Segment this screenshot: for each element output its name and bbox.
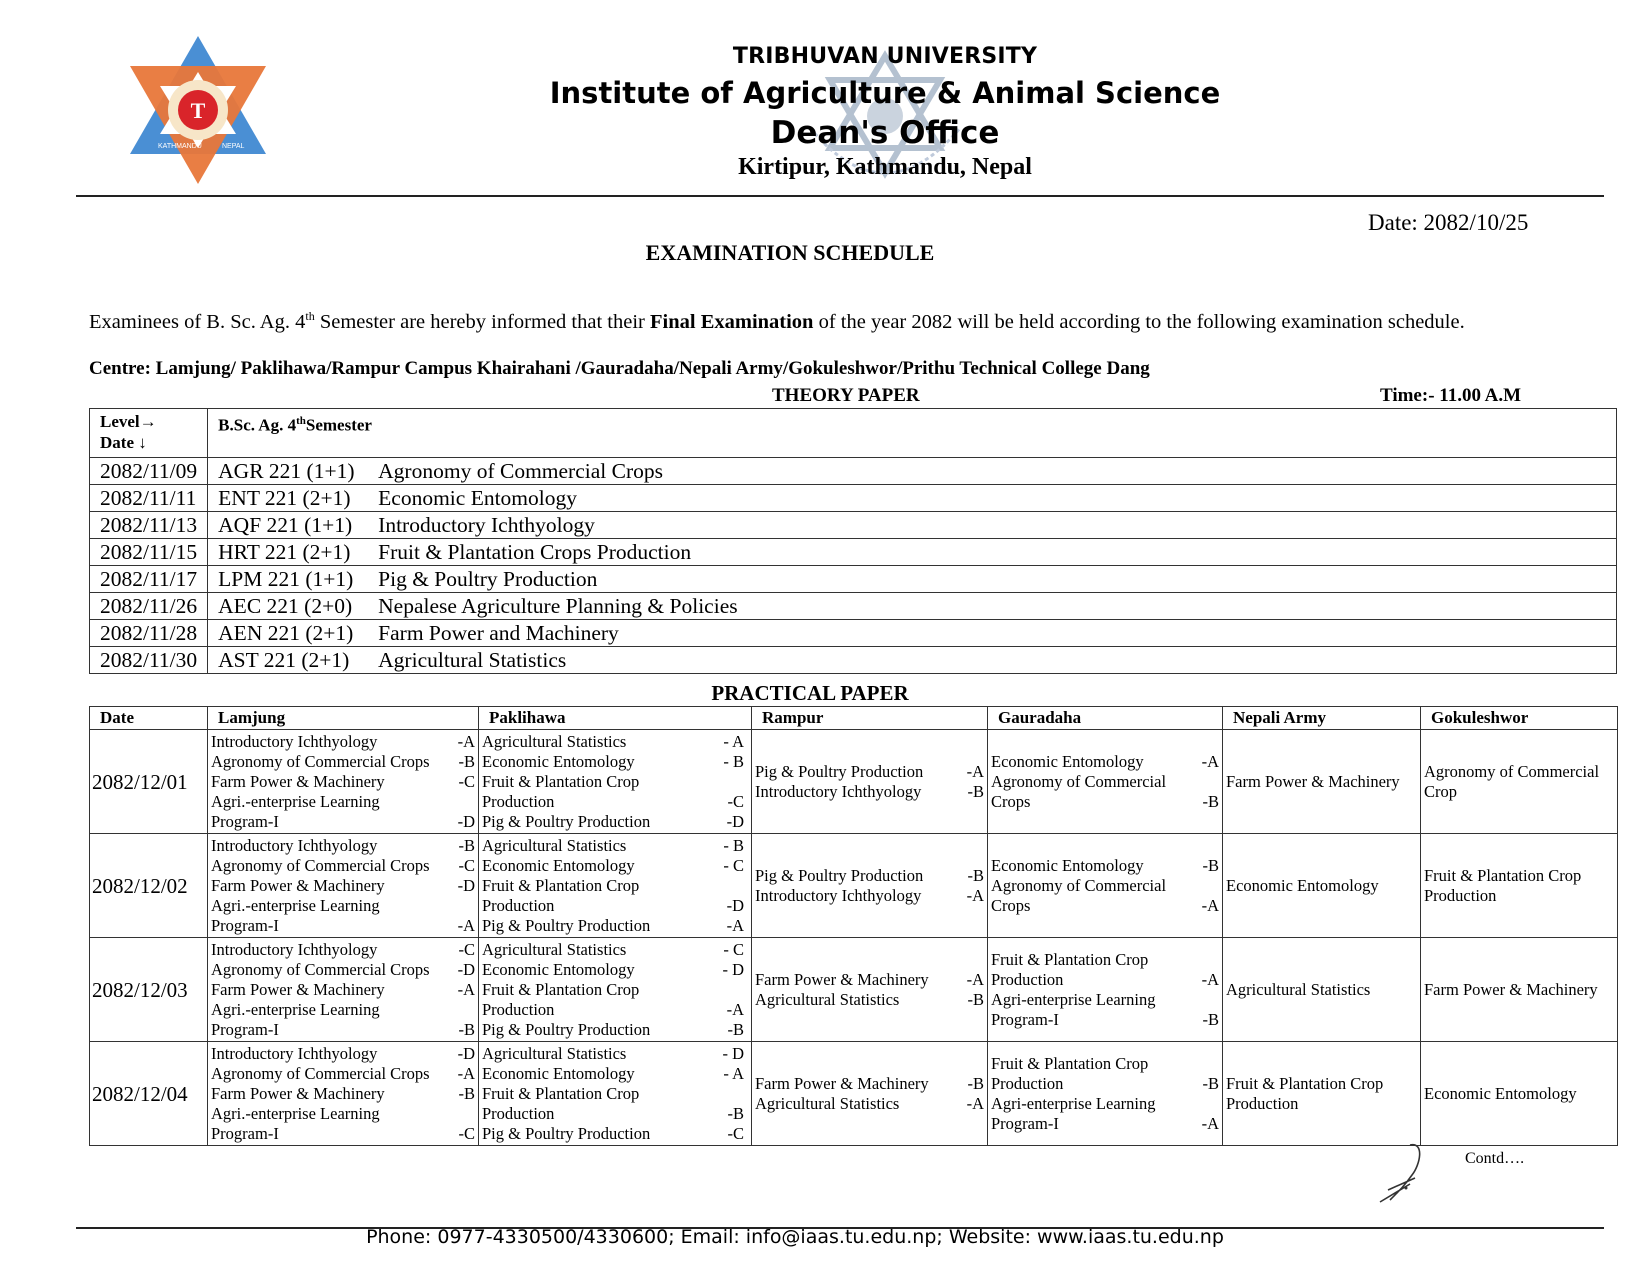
cell-lamjung: Introductory Ichthyology -D Agronomy of Commercial Crops -A Farm Power & Machinery -B Agri.-enterprise Learning Program-I -C bbox=[208, 1042, 479, 1146]
continued-note: Contd…. bbox=[1465, 1150, 1525, 1167]
group-label bbox=[1215, 876, 1219, 896]
column-header-paklihawa: Paklihawa bbox=[479, 707, 752, 730]
group-label: -A bbox=[1201, 751, 1219, 771]
intro-paragraph: Examinees of B. Sc. Ag. 4th Semester are hereby informed that their Final Examination of the year 2082 will be held according to the following examination schedule. bbox=[89, 309, 1465, 333]
group-label: -B bbox=[458, 835, 475, 855]
group-label: - A bbox=[723, 731, 744, 751]
group-label: -C bbox=[458, 855, 475, 875]
cell-gokuleshwor: Fruit & Plantation Crop Production bbox=[1421, 834, 1618, 938]
group-label bbox=[471, 1000, 475, 1020]
group-label: -A bbox=[726, 999, 744, 1019]
group-label: -D bbox=[457, 811, 475, 831]
group-label: - C bbox=[723, 939, 744, 959]
group-label: -B bbox=[967, 1073, 984, 1093]
group-label: - D bbox=[722, 959, 744, 979]
group-label: -A bbox=[966, 761, 984, 781]
cell-gauradaha: Economic Entomology -A Agronomy of Commercial Crops -B bbox=[988, 730, 1223, 834]
table-header-row bbox=[90, 707, 1618, 730]
svg-text:KATHMANDU: KATHMANDU bbox=[158, 143, 202, 150]
cell-nepali-army: Farm Power & Machinery bbox=[1223, 730, 1421, 834]
column-header-date: Date bbox=[90, 707, 208, 730]
theory-schedule-table bbox=[89, 408, 1617, 674]
group-label: - B bbox=[723, 751, 744, 771]
table-header-row bbox=[90, 409, 1617, 458]
group-label bbox=[1215, 1094, 1219, 1114]
cell-gokuleshwor: Farm Power & Machinery bbox=[1421, 938, 1618, 1042]
practical-date: 2082/12/02 bbox=[90, 834, 208, 938]
group-label: -A bbox=[966, 885, 984, 905]
group-label: -B bbox=[458, 1083, 475, 1103]
institute-address: Kirtipur, Kathmandu, Nepal bbox=[738, 154, 1032, 180]
group-label: -B bbox=[1202, 855, 1219, 875]
group-label: -A bbox=[1201, 895, 1219, 915]
table-row bbox=[90, 938, 1618, 1042]
table-row: 2082/11/15 HRT 221 (2+1) Fruit & Plantation Crops Production bbox=[90, 539, 1617, 566]
group-label: -B bbox=[967, 989, 984, 1009]
group-label bbox=[471, 792, 475, 812]
column-header-nepali-army: Nepali Army bbox=[1223, 707, 1421, 730]
group-label: -B bbox=[1202, 791, 1219, 811]
group-label bbox=[740, 772, 748, 792]
group-label: -C bbox=[458, 939, 475, 959]
group-label bbox=[740, 876, 748, 896]
group-label: -A bbox=[966, 1093, 984, 1113]
cell-rampur: Farm Power & Machinery -B Agricultural Statistics -A bbox=[752, 1042, 988, 1146]
footer-contact: Phone: 0977-4330500/4330600; Email: info@iaas.tu.edu.np; Website: www.iaas.tu.edu.np bbox=[366, 1226, 1224, 1248]
group-label: -B bbox=[1202, 1009, 1219, 1029]
cell-paklihawa: Agricultural Statistics - D Economic Entomology - A Fruit & Plantation Crop Production -B Pig & Poultry Production -C bbox=[479, 1042, 752, 1146]
group-label: - B bbox=[723, 835, 744, 855]
office-name: Dean's Office bbox=[770, 115, 1000, 151]
column-header-lamjung: Lamjung bbox=[208, 707, 479, 730]
table-row bbox=[90, 730, 1618, 834]
table-row: 2082/11/26 AEC 221 (2+0) Nepalese Agriculture Planning & Policies bbox=[90, 593, 1617, 620]
theory-paper-heading: THEORY PAPER bbox=[772, 385, 920, 406]
cell-lamjung: Introductory Ichthyology -C Agronomy of Commercial Crops -D Farm Power & Machinery -A Agri.-enterprise Learning Program-I -B bbox=[208, 938, 479, 1042]
page-title: EXAMINATION SCHEDULE bbox=[645, 240, 935, 265]
group-label: - A bbox=[723, 1063, 744, 1083]
notice-date: Date: 2082/10/25 bbox=[1368, 210, 1529, 235]
cell-nepali-army: Economic Entomology bbox=[1223, 834, 1421, 938]
cell-paklihawa: Agricultural Statistics - B Economic Entomology - C Fruit & Plantation Crop Production -D Pig & Poultry Production -A bbox=[479, 834, 752, 938]
group-label bbox=[1215, 772, 1219, 792]
practical-date: 2082/12/04 bbox=[90, 1042, 208, 1146]
university-name: TRIBHUVAN UNIVERSITY bbox=[732, 44, 1038, 69]
group-label: -C bbox=[458, 771, 475, 791]
level-date-header: Level→ Date ↓ bbox=[90, 409, 208, 458]
table-row: 2082/11/30 AST 221 (2+1) Agricultural Statistics bbox=[90, 647, 1617, 674]
group-label: -B bbox=[1202, 1073, 1219, 1093]
exam-centres: Centre: Lamjung/ Paklihawa/Rampur Campus Khairahani /Gauradaha/Nepali Army/Gokuleshwor/Prithu Technical College Dang bbox=[89, 358, 1150, 379]
exam-time: Time:- 11.00 A.M bbox=[1380, 385, 1522, 406]
group-label: -A bbox=[457, 915, 475, 935]
practical-date: 2082/12/01 bbox=[90, 730, 208, 834]
group-label: -A bbox=[1201, 1113, 1219, 1133]
group-label: -B bbox=[727, 1019, 744, 1039]
group-label: -C bbox=[458, 1123, 475, 1143]
group-label bbox=[1215, 990, 1219, 1010]
group-label bbox=[740, 1084, 748, 1104]
table-row: 2082/11/17 LPM 221 (1+1) Pig & Poultry Production bbox=[90, 566, 1617, 593]
signature-mark bbox=[1370, 1140, 1440, 1210]
group-label bbox=[1215, 1054, 1219, 1074]
group-label: -A bbox=[457, 1063, 475, 1083]
table-row: 2082/11/09 AGR 221 (1+1) Agronomy of Commercial Crops bbox=[90, 458, 1617, 485]
group-label bbox=[471, 1104, 475, 1124]
cell-gokuleshwor: Economic Entomology bbox=[1421, 1042, 1618, 1146]
group-label: -B bbox=[967, 781, 984, 801]
column-header-gauradaha: Gauradaha bbox=[988, 707, 1223, 730]
group-label: -D bbox=[457, 959, 475, 979]
cell-lamjung: Introductory Ichthyology -A Agronomy of Commercial Crops -B Farm Power & Machinery -C Agri.-enterprise Learning Program-I -D bbox=[208, 730, 479, 834]
table-row: 2082/11/28 AEN 221 (2+1) Farm Power and Machinery bbox=[90, 620, 1617, 647]
group-label: -A bbox=[457, 979, 475, 999]
group-label: -B bbox=[458, 751, 475, 771]
group-label: -C bbox=[727, 791, 744, 811]
group-label: - D bbox=[722, 1043, 744, 1063]
cell-gauradaha: Economic Entomology -B Agronomy of Commercial Crops -A bbox=[988, 834, 1223, 938]
cell-gauradaha: Fruit & Plantation Crop Production -A Agri-enterprise Learning Program-I -B bbox=[988, 938, 1223, 1042]
cell-rampur: Pig & Poultry Production -B Introductory Ichthyology -A bbox=[752, 834, 988, 938]
table-row: 2082/11/11 ENT 221 (2+1) Economic Entomology bbox=[90, 485, 1617, 512]
cell-gauradaha: Fruit & Plantation Crop Production -B Agri-enterprise Learning Program-I -A bbox=[988, 1042, 1223, 1146]
table-row bbox=[90, 1042, 1618, 1146]
cell-paklihawa: Agricultural Statistics - C Economic Entomology - D Fruit & Plantation Crop Production -A Pig & Poultry Production -B bbox=[479, 938, 752, 1042]
group-label bbox=[1215, 950, 1219, 970]
group-label: -A bbox=[726, 915, 744, 935]
header-divider bbox=[76, 195, 1604, 197]
group-label: -D bbox=[457, 875, 475, 895]
group-label bbox=[740, 980, 748, 1000]
cell-nepali-army: Agricultural Statistics bbox=[1223, 938, 1421, 1042]
practical-schedule-table bbox=[89, 706, 1618, 1146]
group-label: - C bbox=[723, 855, 744, 875]
cell-rampur: Pig & Poultry Production -A Introductory Ichthyology -B bbox=[752, 730, 988, 834]
cell-lamjung: Introductory Ichthyology -B Agronomy of Commercial Crops -C Farm Power & Machinery -D Agri.-enterprise Learning Program-I -A bbox=[208, 834, 479, 938]
table-row: 2082/11/13 AQF 221 (1+1) Introductory Ichthyology bbox=[90, 512, 1617, 539]
practical-paper-heading: PRACTICAL PAPER bbox=[711, 681, 909, 705]
svg-text:NEPAL: NEPAL bbox=[222, 143, 245, 150]
group-label: -D bbox=[726, 811, 744, 831]
column-header-rampur: Rampur bbox=[752, 707, 988, 730]
institute-name: Institute of Agriculture & Animal Science bbox=[549, 76, 1221, 110]
group-label: -B bbox=[967, 865, 984, 885]
group-label: -B bbox=[727, 1103, 744, 1123]
group-label: -A bbox=[457, 731, 475, 751]
table-row bbox=[90, 834, 1618, 938]
svg-text:T: T bbox=[190, 98, 206, 123]
column-header-gokuleshwor: Gokuleshwor bbox=[1421, 707, 1618, 730]
group-label: -B bbox=[458, 1019, 475, 1039]
group-label: -D bbox=[726, 895, 744, 915]
group-label: -A bbox=[1201, 969, 1219, 989]
group-label: -A bbox=[966, 969, 984, 989]
practical-date: 2082/12/03 bbox=[90, 938, 208, 1042]
semester-header: B.Sc. Ag. 4thSemester bbox=[208, 409, 1617, 458]
cell-nepali-army: Fruit & Plantation Crop Production bbox=[1223, 1042, 1421, 1146]
group-label: -D bbox=[457, 1043, 475, 1063]
cell-paklihawa: Agricultural Statistics - A Economic Entomology - B Fruit & Plantation Crop Production -C Pig & Poultry Production -D bbox=[479, 730, 752, 834]
group-label: -C bbox=[727, 1123, 744, 1143]
cell-gokuleshwor: Agronomy of Commercial Crop bbox=[1421, 730, 1618, 834]
group-label bbox=[471, 896, 475, 916]
cell-rampur: Farm Power & Machinery -A Agricultural Statistics -B bbox=[752, 938, 988, 1042]
